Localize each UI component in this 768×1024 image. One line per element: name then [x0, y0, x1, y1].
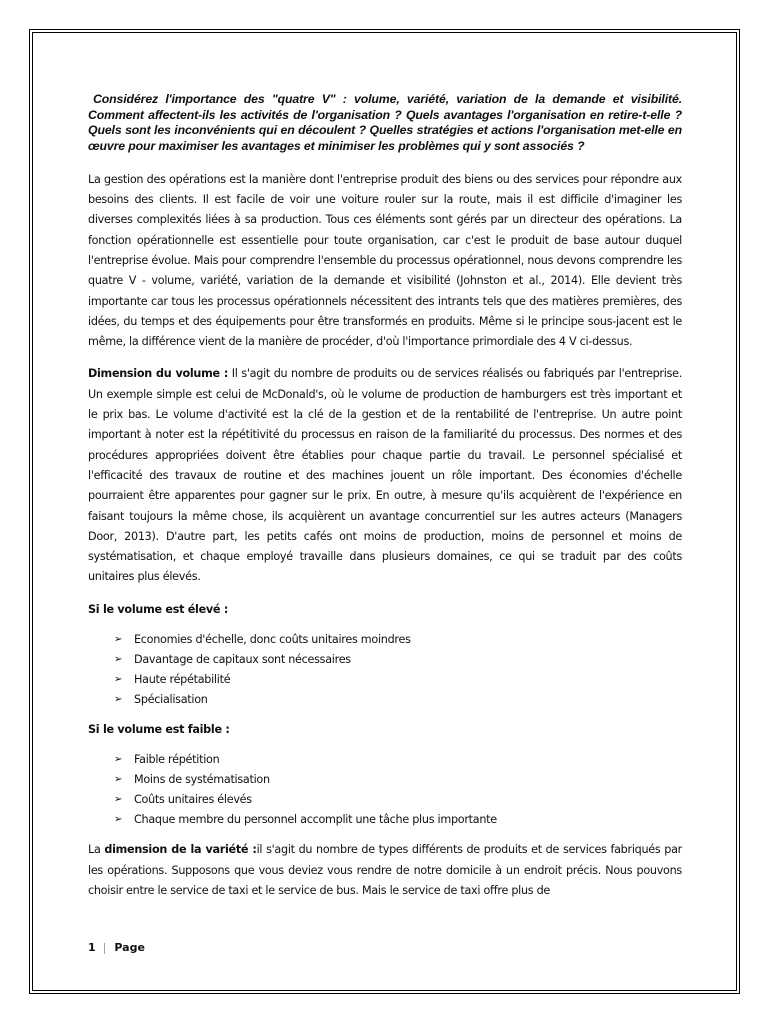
variety-pre: La	[88, 843, 105, 857]
arrowhead-bullet-icon: ➢	[114, 814, 123, 826]
list-item: ➢ Economies d'échelle, donc coûts unitaires moindres	[114, 630, 682, 650]
arrowhead-bullet-icon: ➢	[114, 654, 123, 666]
arrowhead-bullet-icon: ➢	[114, 694, 123, 706]
footer-separator: |	[102, 941, 107, 954]
question-heading: Considérez l'importance des "quatre V" : volume, variété, variation de la demande et visibilité. Comment affectent-ils les activités de l'organisation ? Quels avantages l'organisation en retire-t-elle ? Quels sont les inconvénients qui en découlent ? Quelles stratégies et actions l'organisation met-elle en œuvre pour maximiser les avantages et minimiser les problèmes qui y sont associés ?	[88, 92, 682, 154]
arrowhead-bullet-icon: ➢	[114, 674, 123, 686]
document-body	[88, 92, 682, 913]
variety-lead: dimension de la variété :	[104, 843, 257, 857]
high-volume-list	[114, 630, 682, 710]
variety-paragraph	[88, 840, 682, 901]
low-volume-heading: Si le volume est faible :	[88, 723, 230, 737]
list-item: ➢ Moins de systématisation	[114, 770, 682, 790]
list-item: ➢ Spécialisation	[114, 690, 682, 710]
arrowhead-bullet-icon: ➢	[114, 794, 123, 806]
variety-body: il s'agit du nombre de types différents de produits et de services fabriqués par les opérations. Supposons que vous deviez vous rendre de notre domicile à un endroit précis. Nous pouvons choisir entre le service de taxi et le service de bus. Mais le service de taxi offre plus de	[88, 843, 682, 897]
arrowhead-bullet-icon: ➢	[114, 634, 123, 646]
volume-paragraph	[88, 364, 682, 587]
list-item: ➢ Coûts unitaires élevés	[114, 790, 682, 810]
page-label: Page	[114, 941, 145, 954]
page-footer	[88, 941, 145, 954]
high-volume-heading: Si le volume est élevé :	[88, 602, 229, 616]
intro-paragraph: La gestion des opérations est la manière dont l'entreprise produit des biens ou des services pour répondre aux besoins des clients. Il est facile de voir une voiture rouler sur la route, mais il est difficile d'imaginer les diverses complexités liées à sa production. Tous ces éléments sont gérés par un directeur des opérations. La fonction opérationnelle est essentielle pour toute organisation, car c'est le produit de base autour duquel l'entreprise évolue. Mais pour comprendre l'ensemble du processus opérationnel, nous devons comprendre les quatre V - volume, variété, variation de la demande et visibilité (Johnston et al., 2014). Elle devient très importante car tous les processus opérationnels nécessitent des intrants tels que des matières premières, des idées, du temps et des équipements pour être transformés en produits. Même si le principe sous-jacent est le même, la différence vient de la manière de procéder, d'où l'importance primordiale des 4 V ci-dessus.	[88, 172, 682, 349]
list-item: ➢ Chaque membre du personnel accomplit une tâche plus importante	[114, 810, 682, 830]
arrowhead-bullet-icon: ➢	[114, 774, 123, 786]
list-item: ➢ Haute répétabilité	[114, 670, 682, 690]
list-item: ➢ Faible répétition	[114, 750, 682, 770]
page-number: 1	[88, 941, 96, 954]
list-item: ➢ Davantage de capitaux sont nécessaires	[114, 650, 682, 670]
low-volume-list	[114, 750, 682, 830]
arrowhead-bullet-icon: ➢	[114, 754, 123, 766]
volume-body: Il s'agit du nombre de produits ou de services réalisés ou fabriqués par l'entreprise. Un exemple simple est celui de McDonald's, où le volume de production de hamburgers est très important et le prix bas. Le volume d'activité est la clé de la gestion et de la rentabilité de l'entreprise. Un autre point important à noter est la répétitivité du processus en raison de la familiarité du processus. Des normes et des procédures appropriées doivent être établies pour chaque partie du travail. Le personnel spécialisé et l'efficacité des travaux de routine et des machines jouent un rôle important. Des économies d'échelle pourraient être apparentes pour gagner sur le prix. En outre, à mesure qu'ils acquièrent de l'expérience en faisant toujours la même chose, ils acquièrent un avantage concurrentiel sur les autres acteurs (Managers Door, 2013). D'autre part, les petits cafés ont moins de production, moins de personnel et moins de systématisation, et chaque employé travaille dans plusieurs domaines, ce qui se traduit par des coûts unitaires plus élevés.	[88, 367, 683, 584]
volume-lead: Dimension du volume :	[88, 367, 229, 381]
